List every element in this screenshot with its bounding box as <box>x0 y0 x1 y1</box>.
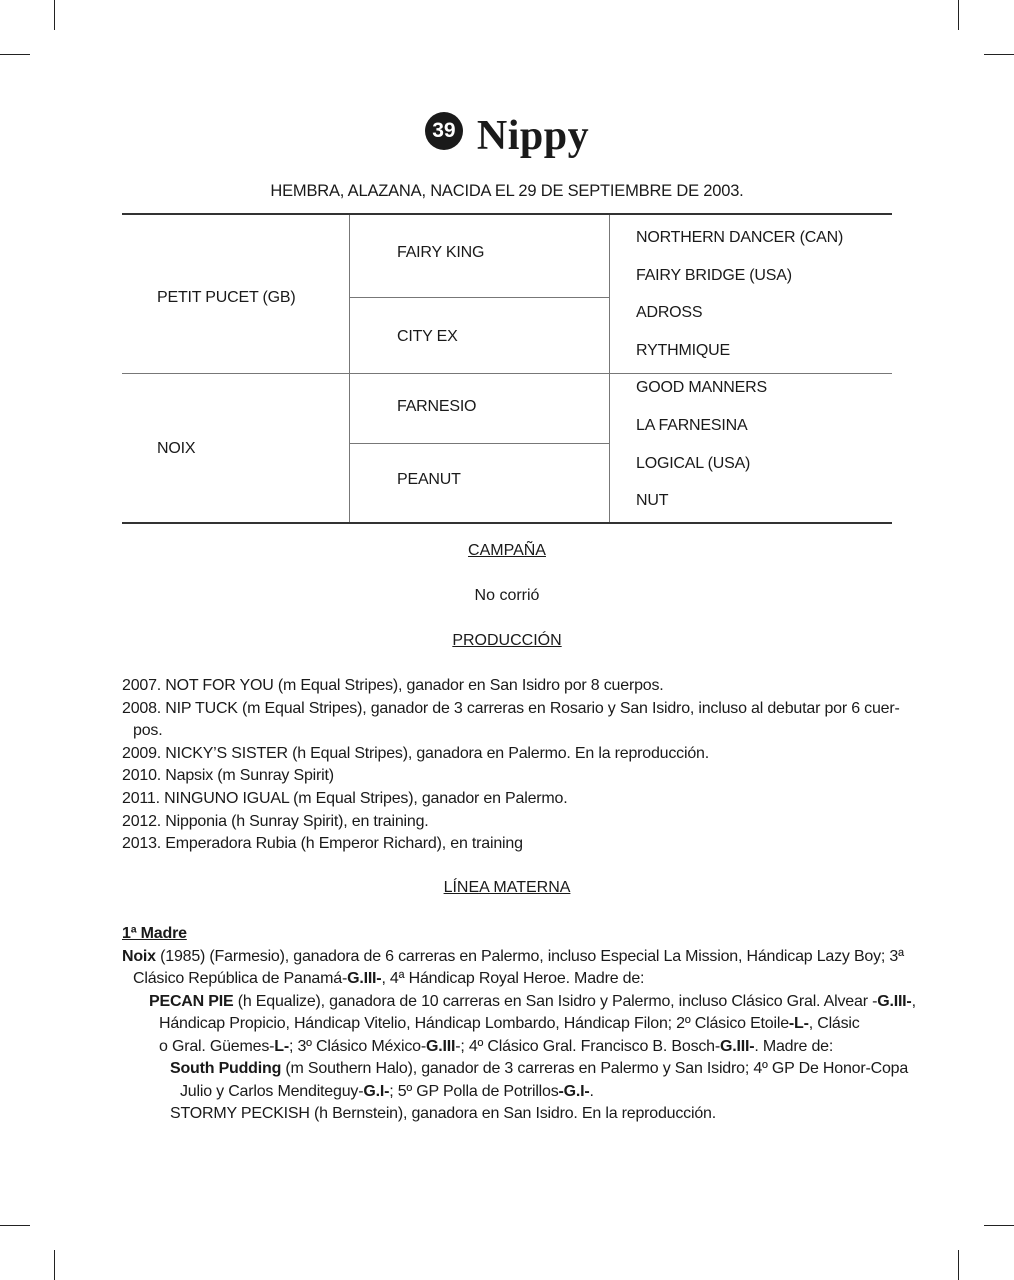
pecan-text: -; 4º Clásico Gral. Francisco B. Bosch- <box>455 1038 720 1055</box>
south-line <box>170 1060 908 1078</box>
horse-description: HEMBRA, ALAZANA, NACIDA EL 29 DE SEPTIEMBRE DE 2003. <box>270 182 744 200</box>
crop-mark <box>984 1225 1014 1226</box>
pecan-line-2 <box>159 1015 860 1033</box>
noix-line <box>122 948 904 966</box>
produce-name: South Pudding <box>170 1060 282 1077</box>
crop-mark <box>958 1250 959 1280</box>
pecan-line-3 <box>159 1038 833 1056</box>
crop-mark <box>54 0 55 30</box>
south-text: (m Southern Halo), ganador de 3 carreras en Palermo y San Isidro; 4º GP De Honor-Copa <box>281 1060 909 1077</box>
production-line: 2011. NINGUNO IGUAL (m Equal Stripes), ganador en Palermo. <box>122 790 568 807</box>
ancestor-name: LA FARNESINA <box>636 417 748 434</box>
south-text: Julio y Carlos Menditeguy- <box>180 1083 364 1100</box>
dam-dam-name: PEANUT <box>397 471 461 488</box>
production-line: 2013. Emperadora Rubia (h Emperor Richard), en training <box>122 835 523 852</box>
divider <box>122 373 892 374</box>
dam-name: NOIX <box>157 440 196 457</box>
production-line: 2009. NICKY’S SISTER (h Equal Stripes), ganadora en Palermo. En la reproducción. <box>122 745 709 762</box>
ancestor-name: RYTHMIQUE <box>636 342 730 359</box>
sire-sire-name: FAIRY KING <box>397 244 485 261</box>
production-heading: PRODUCCIÓN <box>452 632 562 649</box>
pecan-text: . Madre de: <box>754 1038 834 1055</box>
divider <box>349 215 350 522</box>
first-dam-heading: 1ª Madre <box>122 925 187 942</box>
grade: G.I- <box>363 1083 390 1100</box>
pecan-text: (h Equalize), ganadora de 10 carreras en San Isidro y Palermo, incluso Clásico Gral. Alvear - <box>233 993 878 1010</box>
pecan-line <box>149 993 916 1011</box>
divider <box>350 297 610 298</box>
produce-name: PECAN PIE <box>149 993 234 1010</box>
stormy-line: STORMY PECKISH (h Bernstein), ganadora en San Isidro. En la reproducción. <box>170 1105 716 1122</box>
production-line: 2012. Nipponia (h Sunray Spirit), en training. <box>122 813 429 830</box>
divider <box>350 443 610 444</box>
pecan-text: o Gral. Güemes- <box>159 1038 275 1055</box>
production-line: pos. <box>133 722 163 739</box>
horse-name: Nippy <box>476 113 590 159</box>
south-text: . <box>589 1083 594 1100</box>
dam-sire-name: FARNESIO <box>397 398 477 415</box>
south-line-2 <box>180 1083 594 1101</box>
grade: G.III- <box>877 993 912 1010</box>
noix-text: Clásico República de Panamá- <box>133 970 348 987</box>
crop-mark <box>0 1225 30 1226</box>
south-text: ; 5º GP Polla de Potrillos <box>389 1083 559 1100</box>
pecan-text: ; 3º Clásico México- <box>288 1038 426 1055</box>
production-line: 2010. Napsix (m Sunray Spirit) <box>122 767 334 784</box>
pedigree-table <box>122 213 892 524</box>
pecan-text: Hándicap Propicio, Hándicap Vitelio, Hándicap Lombardo, Hándicap Filon; 2º Clásico Etoile <box>159 1015 789 1032</box>
grade: G.III- <box>347 970 382 987</box>
divider <box>609 215 610 522</box>
ancestor-name: NUT <box>636 492 669 509</box>
crop-mark <box>984 54 1014 55</box>
ancestor-name: NORTHERN DANCER (CAN) <box>636 229 844 246</box>
noix-line-2 <box>133 970 644 988</box>
pecan-text: , <box>911 993 916 1010</box>
campaign-heading: CAMPAÑA <box>468 542 546 559</box>
production-line: 2008. NIP TUCK (m Equal Stripes), ganador de 3 carreras en Rosario y San Isidro, incluso al debutar por 6 cuer- <box>122 700 900 717</box>
ancestor-name: GOOD MANNERS <box>636 379 767 396</box>
sire-dam-name: CITY EX <box>397 328 458 345</box>
production-line: 2007. NOT FOR YOU (m Equal Stripes), ganador en San Isidro por 8 cuerpos. <box>122 677 664 694</box>
grade: -L- <box>788 1015 809 1032</box>
maternal-heading: LÍNEA MATERNA <box>443 879 571 896</box>
grade: -G.I- <box>558 1083 590 1100</box>
crop-mark <box>54 1250 55 1280</box>
dam-name-bold: Noix <box>122 948 156 965</box>
pecan-text: , Clásic <box>808 1015 860 1032</box>
grade: L- <box>274 1038 289 1055</box>
noix-text: (1985) (Farmesio), ganadora de 6 carreras en Palermo, incluso Especial La Mission, Hándicap Lazy Boy; 3ª <box>155 948 904 965</box>
crop-mark <box>0 54 30 55</box>
crop-mark <box>958 0 959 30</box>
grade: G.III- <box>720 1038 755 1055</box>
grade: G.III <box>425 1038 456 1055</box>
ancestor-name: LOGICAL (USA) <box>636 455 751 472</box>
ancestor-name: ADROSS <box>636 304 703 321</box>
ancestor-name: FAIRY BRIDGE (USA) <box>636 267 792 284</box>
number-badge: 39 <box>425 112 463 150</box>
campaign-text: No corrió <box>474 587 540 604</box>
sire-name: PETIT PUCET (GB) <box>157 289 296 306</box>
title-block <box>0 112 1014 160</box>
noix-text: , 4ª Hándicap Royal Heroe. Madre de: <box>381 970 645 987</box>
